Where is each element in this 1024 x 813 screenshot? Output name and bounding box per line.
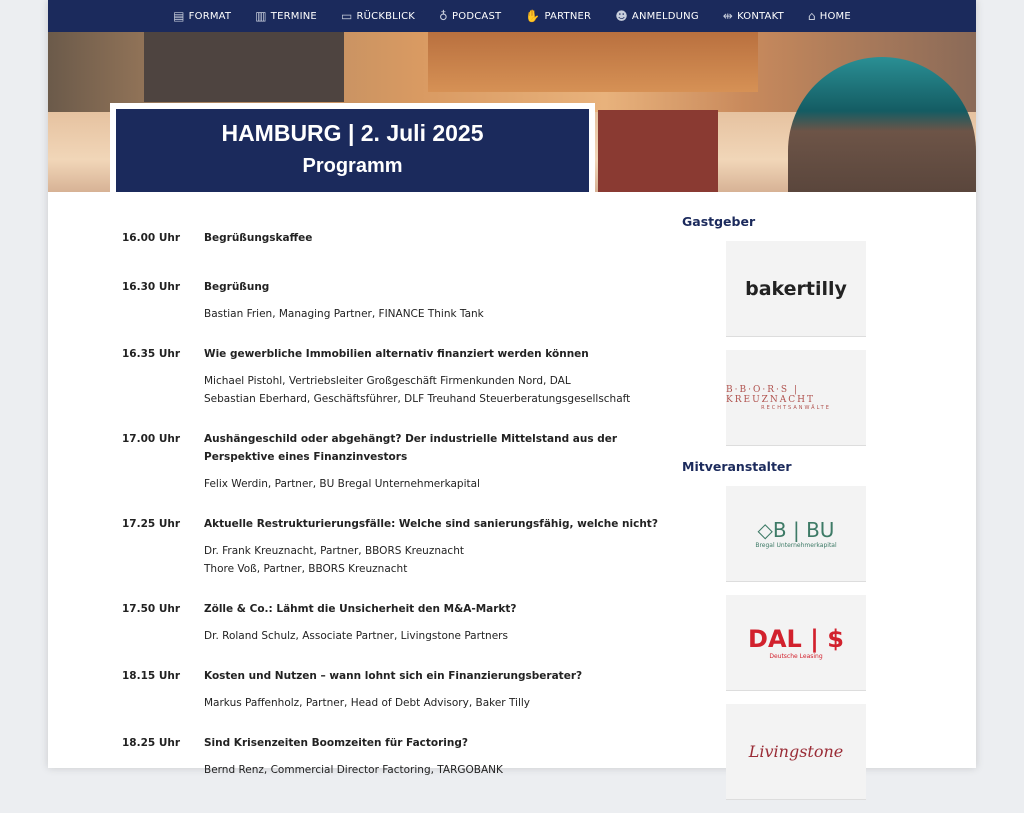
program-item	[122, 345, 662, 408]
nav-kontakt[interactable]	[711, 9, 796, 23]
program-item	[122, 278, 662, 323]
nav-label: RÜCKBLICK	[356, 10, 416, 22]
co-host-heading: Mitveranstalter	[682, 459, 792, 474]
handshake-icon: ✋	[525, 9, 541, 23]
event-subtitle: Programm	[302, 155, 403, 177]
program-item	[122, 734, 662, 779]
program-time: 18.15 Uhr	[122, 670, 181, 682]
main-nav	[48, 0, 976, 32]
logo-livingstone[interactable]: Livingstone	[726, 704, 866, 800]
home-icon: ⌂	[807, 9, 816, 23]
speaker: Bastian Frien, Managing Partner, FINANCE Think Tank	[204, 308, 484, 320]
nav-home[interactable]	[796, 9, 863, 23]
speaker: Dr. Frank Kreuznacht, Partner, BBORS Kreuznacht	[204, 545, 464, 557]
host-heading: Gastgeber	[682, 214, 756, 229]
hero-title-box	[110, 103, 595, 198]
nav-podcast[interactable]	[427, 9, 513, 23]
program-item	[122, 515, 662, 578]
nav-label: FORMAT	[188, 10, 232, 22]
sidebar	[682, 214, 882, 813]
speaker: Thore Voß, Partner, BBORS Kreuznacht	[204, 563, 408, 575]
program-item	[122, 600, 662, 645]
chat-icon: ▤	[173, 9, 185, 23]
program-time: 17.00 Uhr	[122, 433, 181, 445]
user-edit-icon: ☻	[615, 9, 628, 23]
program-title: Zölle & Co.: Lähmt die Unsicherheit den M&A-Markt?	[204, 603, 517, 615]
nav-label: PARTNER	[544, 10, 592, 22]
program-time: 18.25 Uhr	[122, 737, 181, 749]
event-title: HAMBURG | 2. Juli 2025	[221, 120, 484, 146]
nav-anmeldung[interactable]	[603, 9, 711, 23]
clipboard-icon: ▥	[255, 9, 267, 23]
program-time: 16.30 Uhr	[122, 281, 181, 293]
program-item	[122, 667, 662, 712]
logo-bakertilly[interactable]: bakertilly	[726, 241, 866, 337]
speaker: Felix Werdin, Partner, BU Bregal Unternehmerkapital	[204, 478, 480, 490]
microphone-icon: ♁	[439, 9, 449, 23]
program-time: 16.00 Uhr	[122, 232, 181, 244]
logo-bregal[interactable]: ◇B | BU Bregal Unternehmerkapital	[726, 486, 866, 582]
nav-label: KONTAKT	[737, 10, 784, 22]
nav-label: PODCAST	[452, 10, 502, 22]
page	[48, 0, 976, 776]
nav-rückblick[interactable]	[329, 9, 427, 23]
nav-label: HOME	[819, 10, 851, 22]
program-list	[122, 229, 662, 801]
program-title: Begrüßung	[204, 281, 270, 293]
program-item	[122, 229, 662, 256]
speaker: Michael Pistohl, Vertriebsleiter Großgeschäft Firmenkunden Nord, DAL	[204, 375, 571, 387]
nav-termine[interactable]	[243, 9, 329, 23]
program-time: 17.50 Uhr	[122, 603, 181, 615]
speaker: Bernd Renz, Commercial Director Factoring, TARGOBANK	[204, 764, 503, 776]
contact-icon: ⇹	[722, 9, 734, 23]
program-title: Aktuelle Restrukturierungsfälle: Welche sind sanierungsfähig, welche nicht?	[204, 518, 658, 530]
nav-format[interactable]	[161, 9, 243, 23]
program-title: Aushängeschild oder abgehängt? Der industrielle Mittelstand aus der Perspektive eines Finanzinvestors	[204, 433, 618, 463]
program-time: 16.35 Uhr	[122, 348, 181, 360]
program-item	[122, 430, 662, 493]
speaker: Sebastian Eberhard, Geschäftsführer, DLF Treuhand Steuerberatungsgesellschaft	[204, 393, 631, 405]
speaker: Markus Paffenholz, Partner, Head of Debt Advisory, Baker Tilly	[204, 697, 531, 709]
hero-image	[48, 32, 976, 192]
logo-dal[interactable]: DAL | $ Deutsche Leasing	[726, 595, 866, 691]
program-title: Sind Krisenzeiten Boomzeiten für Factoring?	[204, 737, 468, 749]
logo-bbors[interactable]: B·B·O·R·S | KREUZNACHT RECHTSANWÄLTE	[726, 350, 866, 446]
program-title: Begrüßungskaffee	[204, 232, 313, 244]
archive-icon: ▭	[340, 9, 353, 23]
program-time: 17.25 Uhr	[122, 518, 181, 530]
nav-partner[interactable]	[513, 9, 603, 23]
nav-label: ANMELDUNG	[631, 10, 699, 22]
nav-label: TERMINE	[270, 10, 317, 22]
speaker: Dr. Roland Schulz, Associate Partner, Livingstone Partners	[204, 630, 508, 642]
program-title: Kosten und Nutzen – wann lohnt sich ein Finanzierungsberater?	[204, 670, 583, 682]
program-title: Wie gewerbliche Immobilien alternativ finanziert werden können	[204, 348, 589, 360]
